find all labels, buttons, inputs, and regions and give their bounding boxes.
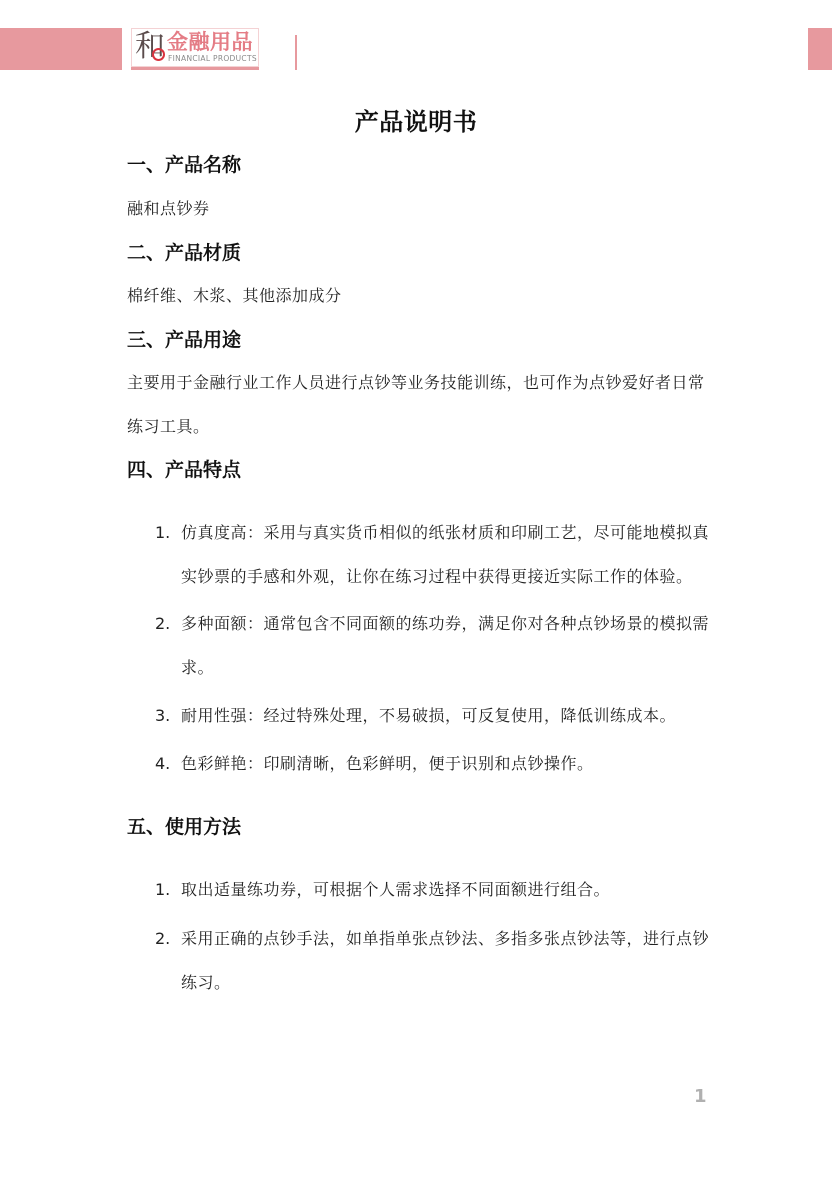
- list-item-text: 多种面额：通常包含不同面额的练功券，满足你对各种点钞场景的模拟需求。: [181, 614, 710, 677]
- section-heading-material: 二、产品材质: [127, 242, 242, 264]
- header-accent-bar-right: [808, 28, 832, 70]
- list-item-number: 2.: [155, 929, 171, 948]
- list-item-text: 耐用性强：经过特殊处理，不易破损，可反复使用，降低训练成本。: [181, 706, 677, 725]
- logo-subtitle: FINANCIAL PRODUCTS: [168, 54, 257, 63]
- section-body-usage: 主要用于金融行业工作人员进行点钞等业务技能训练，也可作为点钞爱好者日常练习工具。: [127, 373, 705, 436]
- section-heading-product-name: 一、产品名称: [127, 154, 242, 176]
- logo-seal-dot-icon: [152, 48, 165, 61]
- list-item-number: 1.: [155, 880, 171, 899]
- section-body-product-name: 融和点钞券: [127, 199, 210, 218]
- brand-logo: [131, 28, 259, 70]
- section-body-material: 棉纤维、木浆、其他添加成分: [127, 286, 342, 305]
- header-accent-bar-left: [0, 28, 122, 70]
- list-item-text: 仿真度高：采用与真实货币相似的纸张材质和印刷工艺，尽可能地模拟真实钞票的手感和外观，让你在练习过程中获得更接近实际工作的体验。: [181, 523, 710, 586]
- list-item-number: 4.: [155, 754, 171, 773]
- list-item-text: 色彩鲜艳：印刷清晰，色彩鲜明，便于识别和点钞操作。: [181, 754, 594, 773]
- section-heading-features: 四、产品特点: [127, 459, 242, 481]
- document-title: 产品说明书: [354, 108, 478, 136]
- section-heading-instructions: 五、使用方法: [127, 816, 242, 838]
- section-heading-usage: 三、产品用途: [127, 329, 242, 351]
- header-divider: [295, 35, 297, 70]
- logo-mark-icon: 和: [135, 29, 165, 64]
- list-item-number: 2.: [155, 614, 171, 633]
- logo-title: 金融用品: [167, 30, 253, 54]
- list-item-number: 3.: [155, 706, 171, 725]
- list-item-text: 取出适量练功券，可根据个人需求选择不同面额进行组合。: [181, 880, 611, 899]
- list-item-text: 采用正确的点钞手法，如单指单张点钞法、多指多张点钞法等，进行点钞练习。: [181, 929, 710, 992]
- page-number: 1: [694, 1086, 707, 1107]
- list-item-number: 1.: [155, 523, 171, 542]
